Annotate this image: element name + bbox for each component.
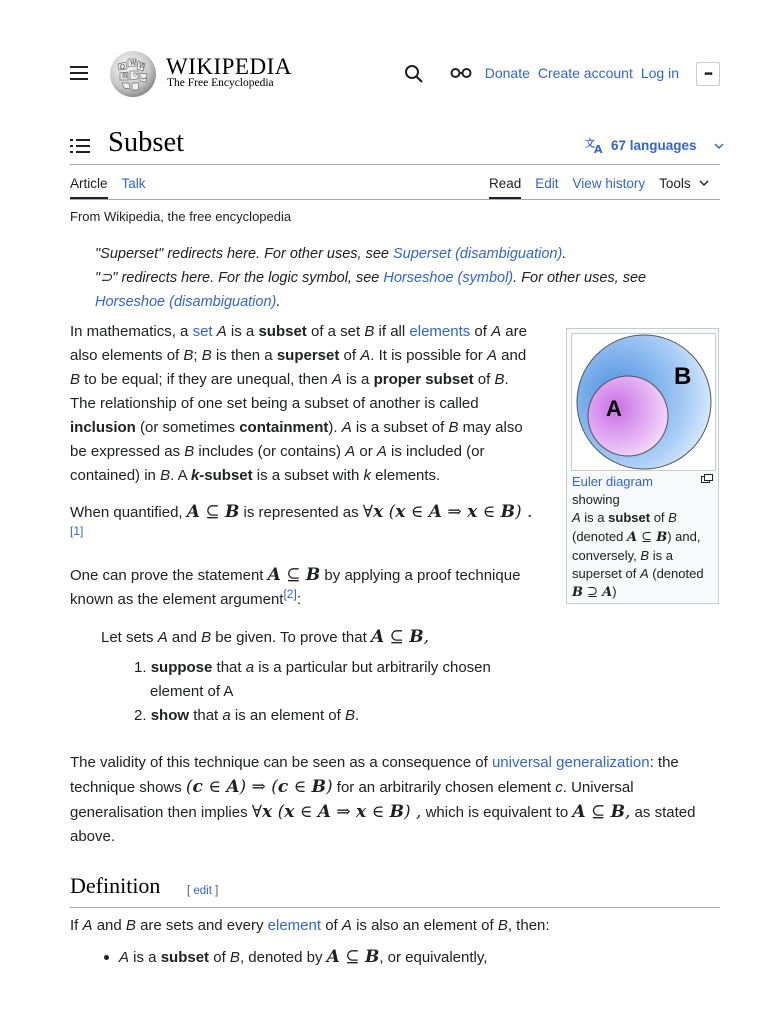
svg-text:文: 文 — [585, 139, 595, 150]
section-edit: [ edit ] — [187, 885, 219, 897]
tab-view-history[interactable]: View history — [572, 176, 646, 191]
hatnote-text: . For other uses, see — [513, 270, 647, 286]
svg-text:ب: ب — [141, 74, 147, 81]
euler-diagram-infobox — [566, 328, 719, 604]
caption-text: conversely, — [572, 547, 637, 563]
hatnote-superset — [95, 242, 715, 266]
svg-text:ウ: ウ — [132, 72, 139, 79]
tab-read[interactable]: Read — [489, 176, 521, 199]
svg-text:W: W — [130, 60, 137, 67]
definition-bullet-1: A is a subset of B, denoted by A ⊆ B, or equivalently, — [119, 947, 488, 967]
table-of-contents-icon[interactable] — [70, 138, 90, 154]
infobox-caption: Euler diagram showing A is a subset of B (denoted A ⊆ B) and, conversely, B is a superset of A (denoted B ⊇ A) — [572, 474, 704, 601]
svg-text:A: A — [594, 143, 603, 154]
language-selector-button[interactable] — [585, 137, 725, 154]
wikipedia-globe-logo[interactable] — [108, 50, 158, 98]
set-link[interactable]: set — [192, 323, 213, 340]
create-account-link[interactable]: Create account — [537, 65, 633, 81]
caption-text: (denoted — [652, 566, 704, 582]
tab-edit[interactable]: Edit — [535, 176, 559, 191]
namespace-tabs — [70, 176, 160, 199]
translate-icon — [585, 137, 605, 154]
hatnote-horseshoe — [95, 266, 715, 314]
hatnote-text: "Superset" redirects here. For other uses, see — [95, 246, 394, 262]
caption-text: ) and, — [667, 528, 701, 544]
proof-intro-paragraph: One can prove the statement A ⊆ B by applying a proof technique known as the element argument[2]: — [70, 565, 521, 608]
site-subtitle: From Wikipedia, the free encyclopedia — [70, 209, 292, 224]
languages-count: 67 languages — [611, 138, 697, 153]
page-title: Subset — [108, 127, 185, 158]
tools-menu[interactable] — [659, 176, 710, 197]
caption-text: superset of — [572, 566, 637, 582]
definition-heading: Definition — [70, 873, 161, 898]
proof-statement: Let sets A and B be given. To prove that A ⊆ B, — [101, 627, 429, 647]
element-link[interactable]: element — [267, 917, 322, 934]
svg-text:Ω: Ω — [120, 64, 125, 71]
euler-diagram-image[interactable] — [571, 333, 716, 471]
caption-text: ) — [612, 584, 617, 600]
superset-disambiguation-link[interactable]: Superset (disambiguation) — [393, 246, 563, 262]
tabs-divider — [70, 199, 720, 200]
hatnote-text: . — [562, 246, 567, 262]
more-options-button[interactable] — [696, 62, 720, 86]
edit-section-link[interactable]: edit — [193, 885, 212, 897]
caption-text: is a — [584, 510, 605, 526]
search-icon[interactable] — [404, 64, 424, 84]
hatnote-text: . — [276, 294, 281, 310]
euler-diagram — [572, 334, 715, 470]
wikipedia-tagline: The Free Encyclopedia — [167, 77, 274, 89]
log-in-link[interactable]: Log in — [640, 65, 679, 81]
set-b-label: B — [674, 363, 692, 390]
chevron-down-icon — [698, 178, 710, 188]
citation-2-link[interactable]: [2] — [283, 587, 297, 601]
horseshoe-symbol-link[interactable]: Horseshoe (symbol) — [383, 270, 514, 286]
caption-bold: subset — [608, 510, 651, 526]
caption-text: (denoted — [572, 528, 624, 544]
set-a-label: A — [606, 396, 622, 421]
set-a-circle — [588, 376, 668, 456]
svg-text:И: И — [139, 63, 145, 70]
intro-paragraph: In mathematics, a set A is a subset of a set B if all elements of A are also elements of B; B is then a superset of A. It is possible for A and B to be equal; if they are unequal, then A is a proper subset of B. The relationship of one set being a subset of another is called inclusion (or sometimes containment). A is a subset of B may also be expressed as B includes (or contains) A or A is included (or contained) in B. A k-subset is a subset with k elements. — [70, 323, 527, 484]
citation-1-link[interactable]: [1] — [70, 524, 84, 538]
bullet-point — [104, 955, 109, 960]
hatnote-text: "⊃" redirects here. For the logic symbol, see — [95, 270, 384, 286]
quantified-paragraph: When quantified, A ⊆ B is represented as ∀x (x ∈ A ⇒ x ∈ B) . [1] — [70, 502, 533, 538]
definition-divider — [70, 907, 720, 908]
site-header — [0, 0, 768, 120]
appearance-glasses-icon[interactable] — [450, 66, 472, 80]
euler-diagram-link[interactable]: Euler diagram — [572, 474, 653, 489]
caption-text: is a — [652, 547, 673, 563]
tab-article[interactable]: Article — [70, 176, 108, 199]
proof-steps-list: 1. suppose that a is a particular but arbitrarily chosen element of A 2. show that a is an element of B. — [134, 659, 491, 724]
elements-link[interactable]: elements — [409, 323, 471, 340]
chevron-down-icon — [713, 140, 725, 152]
tools-label: Tools — [659, 176, 691, 191]
main-menu-icon[interactable] — [70, 66, 88, 80]
caption-text: showing — [572, 492, 620, 508]
svg-text:維: 維 — [122, 73, 129, 80]
tab-talk[interactable]: Talk — [121, 176, 146, 191]
universal-generalization-link[interactable]: universal generalization — [491, 754, 650, 771]
donate-link[interactable]: Donate — [484, 65, 530, 81]
view-tabs — [489, 176, 710, 199]
wikipedia-wordmark[interactable]: WIKIPEDIA — [166, 54, 292, 79]
definition-paragraph: If A and B are sets and every element of A is also an element of B, then: — [70, 917, 550, 934]
caption-text: of — [653, 510, 665, 526]
validity-paragraph: The validity of this technique can be seen as a consequence of universal generalization: the technique shows (c ∈ A) ⇒ (c ∈ B) for an arbitrarily chosen element c. Universal generalisation then implies ∀x (x ∈ A ⇒ x ∈ B) , which is equivalent to A ⊆ B, as stated above. — [70, 754, 696, 845]
title-divider — [70, 164, 720, 165]
personal-links — [485, 65, 679, 81]
horseshoe-disambiguation-link[interactable]: Horseshoe (disambiguation) — [95, 294, 277, 310]
ellipsis-icon: ••• — [704, 68, 712, 80]
